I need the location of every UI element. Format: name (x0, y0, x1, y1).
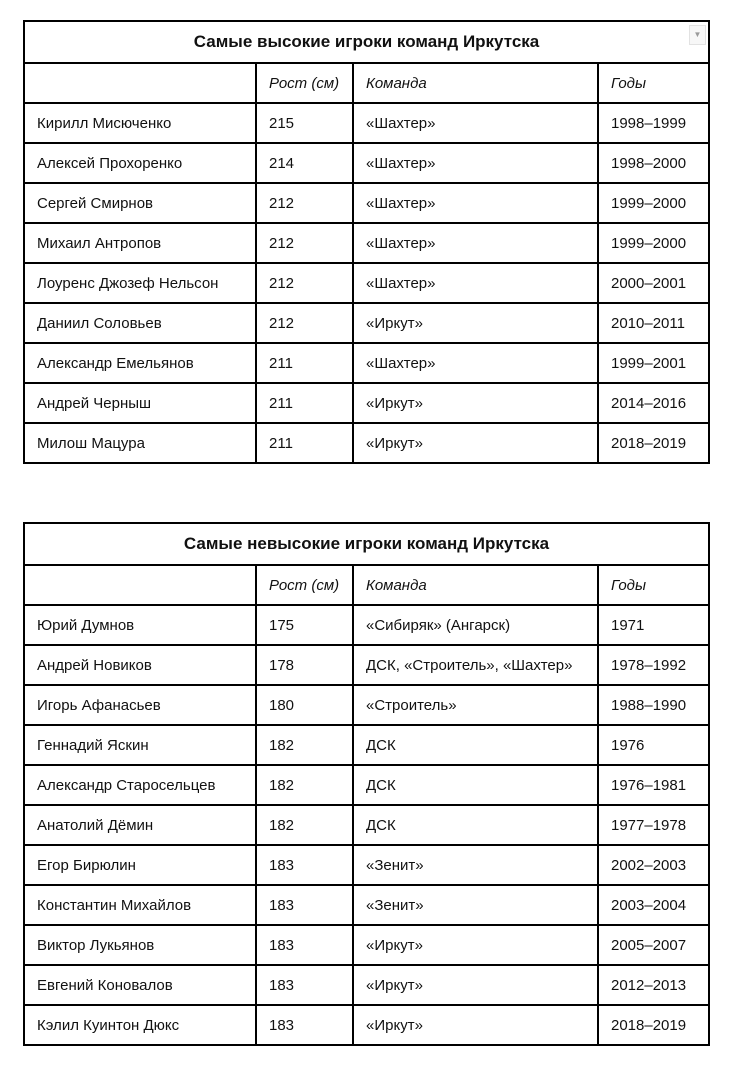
table-header-row (24, 565, 709, 605)
years-cell: 1978–1992 (598, 645, 709, 685)
player-name-cell: Андрей Черныш (24, 383, 256, 423)
table-row (24, 303, 709, 343)
player-name-cell: Сергей Смирнов (24, 183, 256, 223)
team-cell: «Шахтер» (353, 263, 598, 303)
team-cell: «Зенит» (353, 885, 598, 925)
team-cell: «Иркут» (353, 1005, 598, 1045)
height-cell: 211 (256, 423, 353, 463)
years-cell: 2000–2001 (598, 263, 709, 303)
table-header-row (24, 63, 709, 103)
years-cell: 1998–1999 (598, 103, 709, 143)
column-header-height: Рост (см) (256, 565, 353, 605)
player-name-cell: Кирилл Мисюченко (24, 103, 256, 143)
shortest-players-table (23, 522, 710, 1046)
height-cell: 182 (256, 725, 353, 765)
column-header-height: Рост (см) (256, 63, 353, 103)
column-header-name (24, 63, 256, 103)
years-cell: 1976 (598, 725, 709, 765)
player-name-cell: Константин Михайлов (24, 885, 256, 925)
team-cell: «Иркут» (353, 303, 598, 343)
years-cell: 2010–2011 (598, 303, 709, 343)
height-cell: 211 (256, 383, 353, 423)
team-cell: «Шахтер» (353, 343, 598, 383)
table-row (24, 725, 709, 765)
player-name-cell: Геннадий Яскин (24, 725, 256, 765)
team-cell: «Иркут» (353, 925, 598, 965)
team-cell: ДСК, «Строитель», «Шахтер» (353, 645, 598, 685)
shortest-players-table-container (23, 522, 708, 1046)
table-row (24, 143, 709, 183)
team-cell: «Шахтер» (353, 103, 598, 143)
table-row (24, 383, 709, 423)
team-cell: «Иркут» (353, 423, 598, 463)
table-row (24, 343, 709, 383)
table-row (24, 605, 709, 645)
height-cell: 183 (256, 965, 353, 1005)
height-cell: 211 (256, 343, 353, 383)
tallest-players-table (23, 20, 710, 464)
years-cell: 2018–2019 (598, 1005, 709, 1045)
tallest-players-table-container (23, 20, 708, 464)
table-title: Самые высокие игроки команд Иркутска (24, 21, 709, 63)
table-row (24, 845, 709, 885)
height-cell: 215 (256, 103, 353, 143)
table-row (24, 103, 709, 143)
team-cell: «Шахтер» (353, 143, 598, 183)
player-name-cell: Юрий Думнов (24, 605, 256, 645)
years-cell: 2012–2013 (598, 965, 709, 1005)
table-row (24, 223, 709, 263)
height-cell: 183 (256, 925, 353, 965)
team-cell: ДСК (353, 765, 598, 805)
years-cell: 1999–2000 (598, 183, 709, 223)
height-cell: 183 (256, 885, 353, 925)
table-row (24, 1005, 709, 1045)
height-cell: 180 (256, 685, 353, 725)
years-cell: 1998–2000 (598, 143, 709, 183)
player-name-cell: Милош Мацура (24, 423, 256, 463)
player-name-cell: Даниил Соловьев (24, 303, 256, 343)
team-cell: «Сибиряк» (Ангарск) (353, 605, 598, 645)
player-name-cell: Анатолий Дёмин (24, 805, 256, 845)
chevron-down-icon: ▼ (693, 30, 702, 39)
column-header-name (24, 565, 256, 605)
player-name-cell: Евгений Коновалов (24, 965, 256, 1005)
table-title-row (24, 523, 709, 565)
player-name-cell: Лоуренс Джозеф Нельсон (24, 263, 256, 303)
team-cell: «Шахтер» (353, 183, 598, 223)
team-cell: ДСК (353, 805, 598, 845)
years-cell: 1977–1978 (598, 805, 709, 845)
years-cell: 1976–1981 (598, 765, 709, 805)
height-cell: 182 (256, 805, 353, 845)
player-name-cell: Игорь Афанасьев (24, 685, 256, 725)
height-cell: 178 (256, 645, 353, 685)
column-header-team: Команда (353, 63, 598, 103)
player-name-cell: Александр Старосельцев (24, 765, 256, 805)
team-cell: «Строитель» (353, 685, 598, 725)
years-cell: 2005–2007 (598, 925, 709, 965)
years-cell: 2003–2004 (598, 885, 709, 925)
column-header-team: Команда (353, 565, 598, 605)
player-name-cell: Алексей Прохоренко (24, 143, 256, 183)
column-header-years: Годы (598, 63, 709, 103)
player-name-cell: Кэлил Куинтон Дюкс (24, 1005, 256, 1045)
table-row (24, 645, 709, 685)
table-row (24, 925, 709, 965)
table-row (24, 263, 709, 303)
collapse-toggle-button[interactable] (689, 25, 706, 45)
table-row (24, 965, 709, 1005)
player-name-cell: Михаил Антропов (24, 223, 256, 263)
height-cell: 212 (256, 263, 353, 303)
team-cell: «Зенит» (353, 845, 598, 885)
table-title: Самые невысокие игроки команд Иркутска (24, 523, 709, 565)
years-cell: 2002–2003 (598, 845, 709, 885)
height-cell: 183 (256, 1005, 353, 1045)
team-cell: «Иркут» (353, 965, 598, 1005)
years-cell: 1999–2000 (598, 223, 709, 263)
years-cell: 2014–2016 (598, 383, 709, 423)
table-row (24, 423, 709, 463)
team-cell: ДСК (353, 725, 598, 765)
player-name-cell: Андрей Новиков (24, 645, 256, 685)
column-header-years: Годы (598, 565, 709, 605)
table-row (24, 685, 709, 725)
years-cell: 2018–2019 (598, 423, 709, 463)
player-name-cell: Александр Емельянов (24, 343, 256, 383)
height-cell: 212 (256, 223, 353, 263)
height-cell: 175 (256, 605, 353, 645)
height-cell: 212 (256, 303, 353, 343)
years-cell: 1999–2001 (598, 343, 709, 383)
team-cell: «Иркут» (353, 383, 598, 423)
height-cell: 214 (256, 143, 353, 183)
table-row (24, 183, 709, 223)
table-title-row (24, 21, 709, 63)
years-cell: 1971 (598, 605, 709, 645)
years-cell: 1988–1990 (598, 685, 709, 725)
height-cell: 183 (256, 845, 353, 885)
table-row (24, 805, 709, 845)
height-cell: 212 (256, 183, 353, 223)
team-cell: «Шахтер» (353, 223, 598, 263)
height-cell: 182 (256, 765, 353, 805)
player-name-cell: Егор Бирюлин (24, 845, 256, 885)
table-row (24, 885, 709, 925)
table-row (24, 765, 709, 805)
player-name-cell: Виктор Лукьянов (24, 925, 256, 965)
